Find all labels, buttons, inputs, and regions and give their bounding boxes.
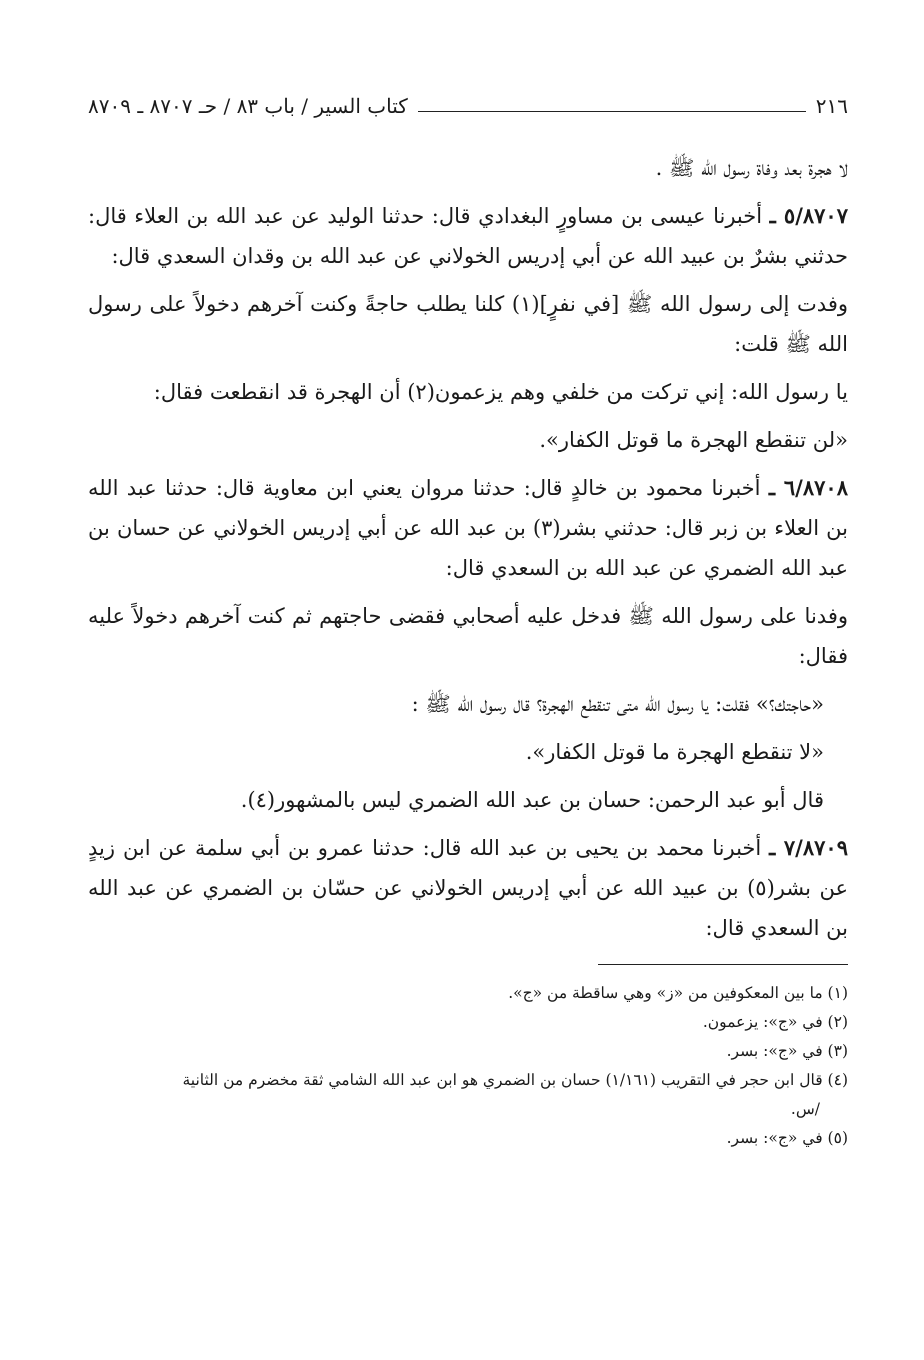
footnote: (٣) في «ج»: بسر. bbox=[726, 1042, 848, 1060]
paragraph: لا هجرة بعد وفاة رسول الله ﷺ . bbox=[655, 156, 848, 180]
footnote-divider bbox=[598, 964, 848, 965]
header-rule bbox=[418, 111, 806, 112]
footnote: (٥) في «ج»: بسر. bbox=[726, 1129, 848, 1147]
page-number: ٢١٦ bbox=[815, 94, 848, 118]
quote: «حاجتك؟» فقلت: يا رسول الله متى تنقطع الهجرة؟ قال رسول الله ﷺ : bbox=[411, 692, 824, 716]
quote: «لن تنقطع الهجرة ما قوتل الكفار». bbox=[539, 428, 848, 452]
quote: «لا تنقطع الهجرة ما قوتل الكفار». bbox=[525, 740, 824, 764]
paragraph: وفدت إلى رسول الله ﷺ [في نفرٍ](١) كلنا يطلب حاجةً وكنت آخرهم دخولاً على رسول الله ﷺ قلت: bbox=[88, 292, 848, 356]
hadith-8709 bbox=[88, 828, 848, 948]
document-page bbox=[88, 88, 848, 1153]
paragraph: وفدنا على رسول الله ﷺ فدخل عليه أصحابي فقضى حاجتهم ثم كنت آخرهم دخولاً عليه فقال: bbox=[88, 604, 848, 668]
isnad-text: أخبرنا عيسى بن مساورٍ البغدادي قال: حدثنا الوليد عن عبد الله بن العلاء قال: حدثني بشرٌ بن عبيد الله عن أبي إدريس الخولاني عن عبد الله بن وقدان السعدي قال: bbox=[88, 204, 848, 268]
footnotes bbox=[88, 979, 848, 1153]
isnad-text: أخبرنا محمد بن يحيى بن عبد الله قال: حدثنا عمرو بن أبي سلمة عن ابن زيدٍ عن بشر(٥) بن عبيد الله عن أبي إدريس الخولاني عن حسّان بن الضمري عن عبد الله بن السعدي قال: bbox=[88, 836, 848, 940]
main-text bbox=[88, 148, 848, 948]
paragraph: يا رسول الله: إني تركت من خلفي وهم يزعمون(٢) أن الهجرة قد انقطعت فقال: bbox=[153, 380, 848, 404]
hadith-number: ٧/٨٧٠٩ ـ bbox=[769, 835, 848, 860]
footnote-continuation: /س. bbox=[790, 1100, 820, 1118]
footnote: (٢) في «ج»: يزعمون. bbox=[702, 1013, 848, 1031]
isnad-text: أخبرنا محمود بن خالدٍ قال: حدثنا مروان يعني ابن معاوية قال: حدثنا عبد الله بن العلاء بن زبر قال: حدثني بشر(٣) بن عبد الله عن أبي إدريس الخولاني عن حسان بن عبد الله الضمري عن عبد الله بن السعدي قال: bbox=[88, 476, 848, 580]
hadith-8708 bbox=[88, 468, 848, 588]
hadith-number: ٦/٨٧٠٨ ـ bbox=[768, 475, 848, 500]
running-title: كتاب السير / باب ٨٣ / حـ ٨٧٠٧ ـ ٨٧٠٩ bbox=[88, 94, 408, 118]
footnote: (١) ما بين المعكوفين من «ز» وهي ساقطة من «ج». bbox=[508, 984, 848, 1002]
hadith-8707 bbox=[88, 196, 848, 276]
footnote: (٤) قال ابن حجر في التقريب (١/١٦١) حسان بن الضمري هو ابن عبد الله الشامي ثقة مخضرم من الثانية bbox=[182, 1071, 848, 1089]
page-header bbox=[88, 88, 848, 118]
remark: قال أبو عبد الرحمن: حسان بن عبد الله الضمري ليس بالمشهور(٤). bbox=[240, 788, 824, 812]
hadith-number: ٥/٨٧٠٧ ـ bbox=[769, 203, 848, 228]
